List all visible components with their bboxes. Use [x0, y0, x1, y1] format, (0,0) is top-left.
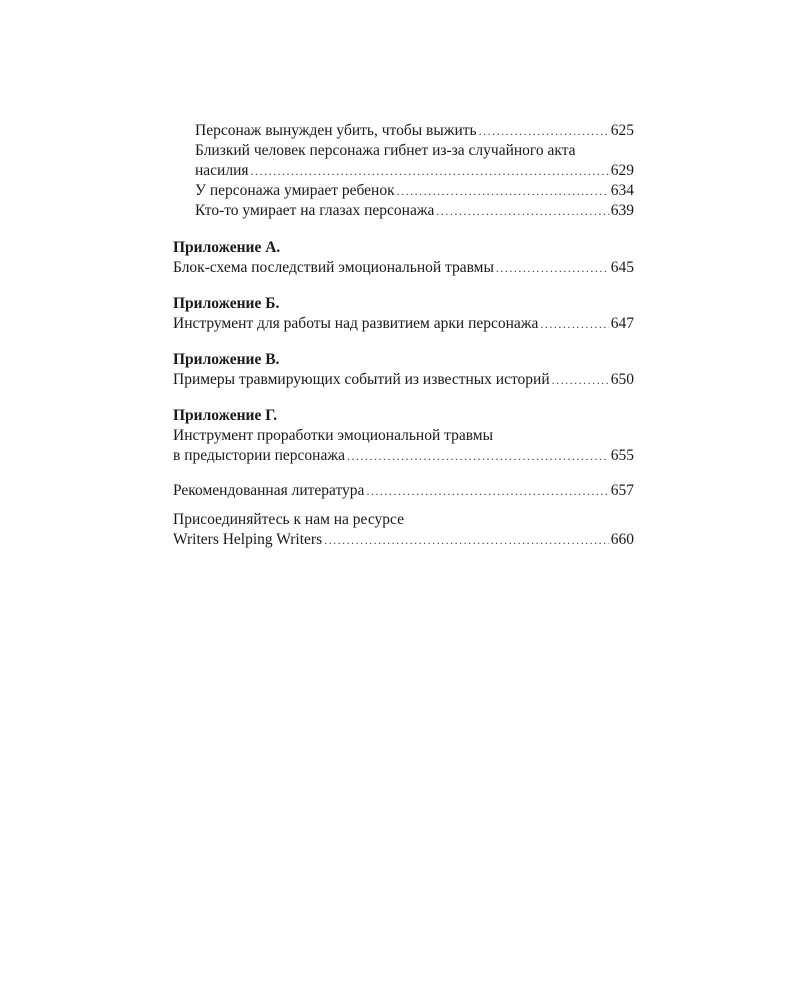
toc-entry[interactable] — [173, 181, 634, 201]
toc-entry-title: Присоединяйтесь к нам на ресурсе — [173, 511, 404, 528]
toc-entry[interactable] — [173, 201, 634, 221]
toc-page-number: 634 — [610, 182, 634, 199]
toc-entry-title: Персонаж вынужден убить, чтобы выжить — [195, 122, 477, 139]
appendix-a-heading: Приложение А. — [173, 239, 281, 256]
toc-entry-title: Кто-то умирает на глазах персонажа — [195, 202, 435, 219]
toc-page-number: 650 — [610, 371, 634, 388]
toc-entry-line1[interactable] — [173, 141, 634, 161]
toc-page-number: 655 — [610, 447, 634, 464]
dot-leader — [366, 481, 608, 501]
appendix-b-heading: Приложение Б. — [173, 295, 280, 312]
appendix-v-heading: Приложение В. — [173, 351, 280, 368]
toc-page-number: 657 — [610, 482, 634, 499]
toc-page-number: 660 — [610, 531, 634, 548]
toc-entry-title: У персонажа умирает ребенок — [195, 182, 395, 199]
dot-leader — [496, 258, 609, 278]
toc-entry-title: Примеры травмирующих событий из известных историй — [173, 371, 550, 388]
toc-page-number: 647 — [610, 315, 634, 332]
toc-entry-title: Инструмент проработки эмоциональной травмы — [173, 427, 493, 444]
toc-entry[interactable] — [173, 161, 634, 181]
toc-page-number: 625 — [610, 122, 634, 139]
dot-leader — [397, 181, 609, 201]
toc-entry[interactable] — [173, 370, 634, 390]
toc-entry[interactable] — [173, 314, 634, 334]
dot-leader — [552, 370, 609, 390]
dot-leader — [479, 121, 609, 141]
toc-entry-title: Рекомендованная литература — [173, 482, 365, 499]
toc-page-number: 639 — [610, 202, 634, 219]
toc-page-number: 645 — [610, 259, 634, 276]
toc-entry[interactable] — [173, 530, 634, 550]
toc-entry[interactable] — [173, 121, 634, 141]
dot-leader — [347, 446, 609, 466]
appendix-g-heading: Приложение Г. — [173, 407, 278, 424]
toc-entry[interactable] — [173, 481, 634, 501]
toc-entry[interactable] — [173, 446, 634, 466]
toc-entry-title: Блок-схема последствий эмоциональной травмы — [173, 259, 494, 276]
dot-leader — [251, 161, 609, 181]
toc-entry-title-cont: насилия — [195, 162, 249, 179]
toc-entry-title-cont: в предыстории персонажа — [173, 447, 345, 464]
toc-entry-line1[interactable] — [173, 510, 634, 530]
dot-leader — [324, 530, 609, 550]
dot-leader — [540, 314, 608, 334]
toc-entry-line1[interactable] — [173, 426, 634, 446]
toc-entry-title-cont: Writers Helping Writers — [173, 531, 323, 548]
toc-entry-title: Близкий человек персонажа гибнет из-за случайного акта — [195, 142, 576, 159]
toc-entry[interactable] — [173, 258, 634, 278]
toc-entry-title: Инструмент для работы над развитием арки персонажа — [173, 315, 539, 332]
table-of-contents — [173, 121, 634, 550]
toc-page-number: 629 — [610, 162, 634, 179]
dot-leader — [436, 201, 608, 221]
